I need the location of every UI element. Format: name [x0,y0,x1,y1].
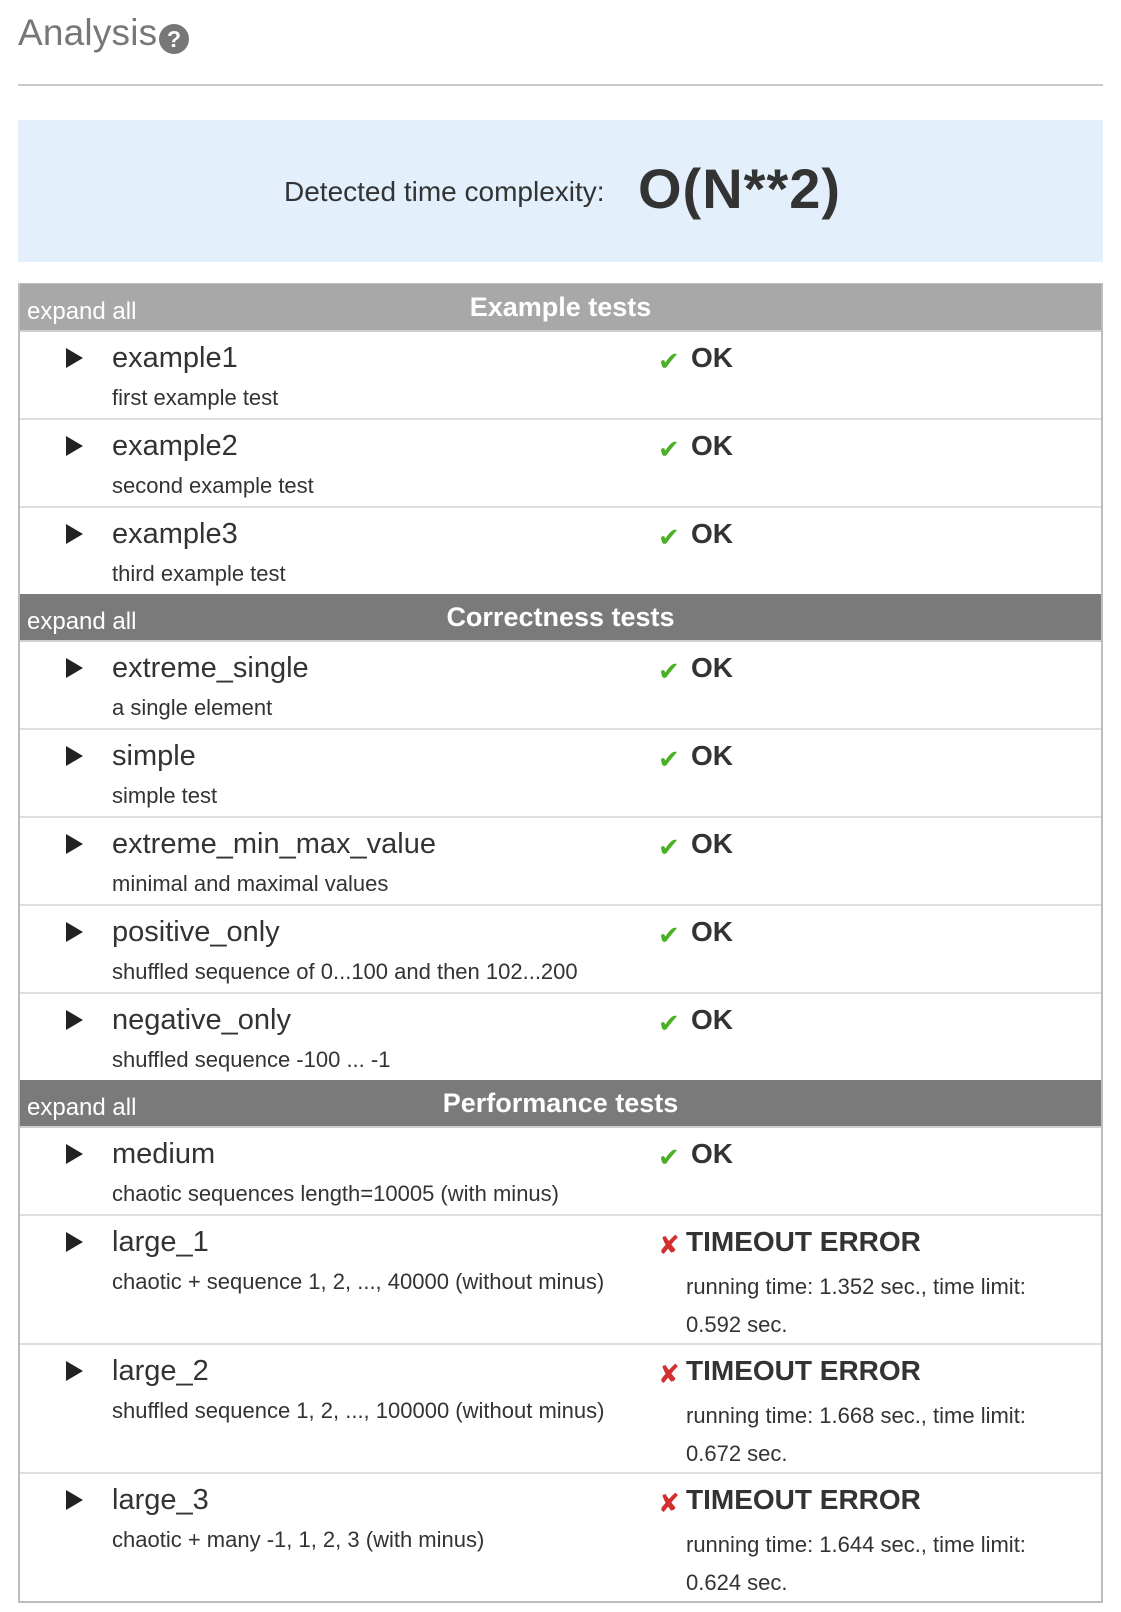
test-name: example1 [112,342,238,374]
test-status: OK [691,518,733,549]
expand-arrow-icon[interactable] [66,834,83,854]
expand-arrow-icon[interactable] [66,1361,83,1381]
test-row [20,420,1101,508]
test-description: shuffled sequence -100 ... -1 [112,1047,391,1072]
check-icon: ✔ [658,744,680,774]
test-status: OK [691,430,733,461]
check-icon: ✔ [658,656,680,686]
test-description: third example test [112,561,286,586]
test-description: second example test [112,473,314,498]
check-icon: ✔ [658,434,680,464]
expand-arrow-icon[interactable] [66,922,83,942]
expand-all-link[interactable]: expand all [27,298,137,325]
expand-arrow-icon[interactable] [66,436,83,456]
test-status: TIMEOUT ERROR [686,1355,921,1386]
cross-icon: ✘ [658,1488,680,1518]
check-icon: ✔ [658,832,680,862]
expand-all-link[interactable]: expand all [27,608,137,635]
test-name: example3 [112,518,238,550]
test-row [20,1128,1101,1216]
test-status: OK [691,740,733,771]
expand-arrow-icon[interactable] [66,1232,83,1252]
expand-arrow-icon[interactable] [66,746,83,766]
test-description: chaotic sequences length=10005 (with minus) [112,1181,559,1206]
group-header-correctness-tests [20,594,1101,642]
test-description: first example test [112,385,279,410]
test-description: shuffled sequence of 0...100 and then 102...200 [112,959,578,984]
expand-arrow-icon[interactable] [66,1010,83,1030]
test-row [20,1216,1101,1345]
test-name: positive_only [112,916,280,948]
check-icon: ✔ [658,522,680,552]
expand-arrow-icon[interactable] [66,1144,83,1164]
test-name: large_1 [112,1226,209,1258]
test-description: chaotic + many -1, 1, 2, 3 (with minus) [112,1527,485,1552]
page-title: Analysis [18,12,158,53]
expand-all-link[interactable]: expand all [27,1094,137,1121]
complexity-label: Detected time complexity: [284,176,605,207]
test-row [20,730,1101,818]
cross-icon: ✘ [658,1230,680,1260]
test-name: extreme_min_max_value [112,828,436,860]
test-name: large_2 [112,1355,209,1387]
test-row [20,642,1101,730]
check-icon: ✔ [658,1142,680,1172]
test-row [20,1345,1101,1474]
check-icon: ✔ [658,1008,680,1038]
test-description: simple test [112,783,218,808]
test-status: TIMEOUT ERROR [686,1484,921,1515]
test-row [20,332,1101,420]
test-description: shuffled sequence 1, 2, ..., 100000 (without minus) [112,1398,605,1423]
test-description: chaotic + sequence 1, 2, ..., 40000 (without minus) [112,1269,605,1294]
group-header-example-tests [20,284,1101,332]
expand-arrow-icon[interactable] [66,658,83,678]
test-name: medium [112,1138,216,1170]
error-detail: running time: 1.668 sec., time limit: 0.672 sec. [686,1403,1026,1466]
help-icon[interactable]: ? [159,24,189,54]
test-name: negative_only [112,1004,291,1036]
test-status: TIMEOUT ERROR [686,1226,921,1257]
test-status: OK [691,916,733,947]
test-row [20,906,1101,994]
test-status: OK [691,342,733,373]
check-icon: ✔ [658,920,680,950]
expand-arrow-icon[interactable] [66,524,83,544]
test-row [20,994,1101,1080]
test-row [20,818,1101,906]
group-title: Correctness tests [446,602,675,632]
test-name: large_3 [112,1484,209,1516]
expand-arrow-icon[interactable] [66,1490,83,1510]
test-name: simple [112,740,196,772]
test-row [20,1474,1101,1601]
test-row [20,508,1101,594]
complexity-value: O(N**2) [638,157,842,220]
analysis-header [18,0,1103,86]
test-name: extreme_single [112,652,309,684]
test-results-table [18,283,1103,1603]
error-detail: running time: 1.352 sec., time limit: 0.592 sec. [686,1274,1026,1337]
check-icon: ✔ [658,346,680,376]
test-description: minimal and maximal values [112,871,389,896]
analysis-page [18,0,1103,1595]
test-description: a single element [112,695,273,720]
test-name: example2 [112,430,238,462]
test-status: OK [691,1138,733,1169]
group-header-performance-tests [20,1080,1101,1128]
test-status: OK [691,652,733,683]
test-status: OK [691,1004,733,1035]
group-title: Performance tests [442,1088,679,1118]
cross-icon: ✘ [658,1359,680,1389]
group-title: Example tests [469,292,652,322]
test-status: OK [691,828,733,859]
complexity-panel [18,120,1103,262]
error-detail: running time: 1.644 sec., time limit: 0.624 sec. [686,1532,1026,1595]
expand-arrow-icon[interactable] [66,348,83,368]
